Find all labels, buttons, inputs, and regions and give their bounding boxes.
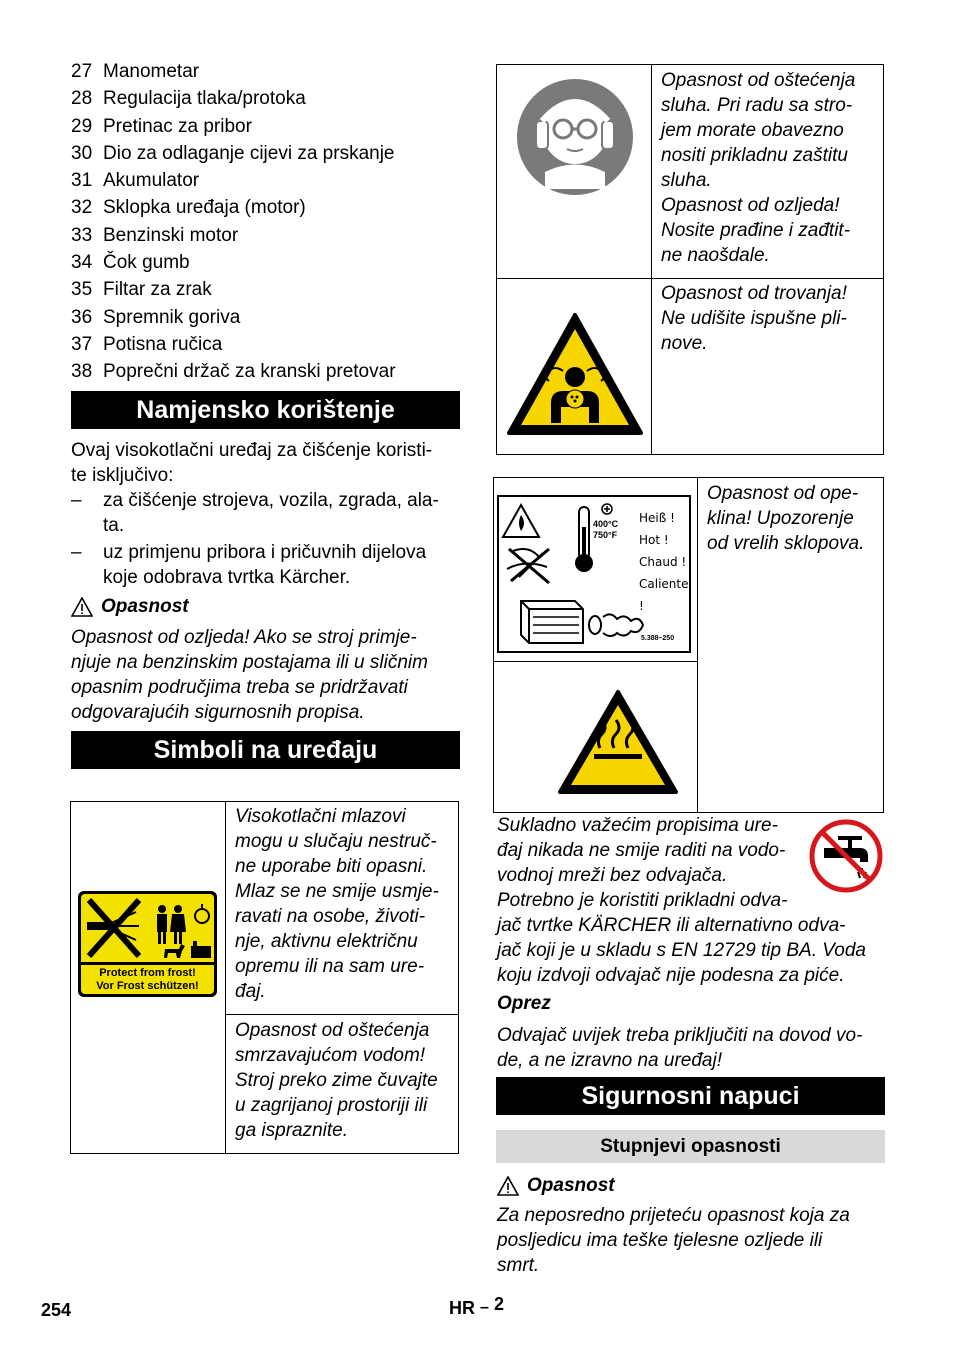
parts-list-number: 30 <box>71 142 93 164</box>
caution-heading: Oprez <box>497 993 551 1014</box>
warning-triangle-icon <box>497 1176 519 1196</box>
sticker-code: 5.388–250 <box>641 635 675 642</box>
parts-list-label: Spremnik goriva <box>103 306 241 328</box>
hot-words: Heiß ! Hot ! Chaud ! Caliente ! <box>639 511 689 613</box>
high-pressure-jet-icon <box>81 894 214 962</box>
burn-danger-text: Opasnost od ope- klina! Upozorenje od vrelih sklopova. <box>707 483 865 554</box>
parts-list-label: Manometar <box>103 61 200 82</box>
parts-list-item <box>71 249 461 276</box>
parts-list-item <box>71 85 461 112</box>
parts-list-label: Akumulator <box>103 170 200 192</box>
parts-list-label: Regulacija tlaka/protoka <box>103 88 306 110</box>
hearing-toxic-table <box>496 64 884 455</box>
temp-celsius-label: 400°C <box>593 519 619 529</box>
hearing-eye-protection-icon <box>515 77 635 197</box>
parts-list-label: Poprečni držač za kranski pretovar <box>103 361 396 383</box>
warning-triangle-icon <box>71 597 93 617</box>
danger-heading: Opasnost <box>71 596 189 618</box>
parts-list-number: 27 <box>71 61 93 82</box>
intended-use-bullets <box>71 488 466 590</box>
page-lang-label: HR – 2 <box>449 1294 504 1318</box>
parts-list <box>71 58 461 386</box>
parts-list-label: Sklopka uređaja (motor) <box>103 197 306 219</box>
danger-text: Opasnost od ozljeda! Ako se stroj primje- njuje na benzinskim postajama ili u sličnim opasnim područjima treba se pridržavati odgovarajućih sigurnosnih propisa. <box>71 627 428 723</box>
parts-list-item <box>71 194 461 221</box>
danger-heading-2: Opasnost <box>497 1175 615 1197</box>
parts-list-number: 37 <box>71 333 93 355</box>
temp-fahrenheit-label: 750°F <box>593 530 618 540</box>
page-number: 254 <box>41 1300 72 1320</box>
parts-list-item <box>71 58 461 85</box>
jet-danger-text: Visokotlačni mlazovi mogu u slučaju nestruč- ne uporabe biti opasni. Mlaz se ne smije usmje- ravati na osobe, životi- nje, aktivnu električnu opremu ili na sam ure- đaj. <box>235 806 439 1002</box>
hot-surface-warning-icon <box>556 688 680 798</box>
parts-list-item <box>71 358 461 385</box>
toxic-fumes-warning-icon <box>505 311 645 439</box>
parts-list-label: Potisna ručica <box>103 333 223 355</box>
pressure-jet-warning-sticker: Protect from frost! Vor Frost schützen! <box>78 891 217 997</box>
caution-text: Odvajač uvijek treba priključiti na dovod vo- de, a ne izravno na uređaj! <box>497 1025 863 1071</box>
parts-list-number: 29 <box>71 115 93 137</box>
parts-list-label: Pretinac za pribor <box>103 115 252 137</box>
parts-list-item <box>71 140 461 167</box>
parts-list-number: 35 <box>71 279 93 301</box>
section-title-intended-use: Namjensko korištenje <box>71 391 460 429</box>
parts-list-number: 34 <box>71 252 93 274</box>
toxic-danger-text: Opasnost od trovanja! Ne udišite ispušne pli- nove. <box>661 283 847 354</box>
parts-list-number: 33 <box>71 224 93 246</box>
hearing-danger-text: Opasnost od oštećenja sluha. Pri radu sa stro- jem morate obavezno nositi prikladnu zaštitu sluha. Opasnost od ozljeda! Nosite prađine i zađtit- ne naošdale. <box>661 70 856 266</box>
water-network-note: Sukladno važećim propisima ure- đaj nikada ne smije raditi na vodo- vodnoj mreži bez odvajača. Potrebno je koristiti prikladni odva- jač tvrtke KÄRCHER ili alternativno odva- jač koji je u skladu s EN 12729 tip BA. Voda koju izdvoji odvajač nije podesna za piće. <box>497 815 866 986</box>
parts-list-label: Filtar za zrak <box>103 279 212 301</box>
parts-list-item <box>71 304 461 331</box>
parts-list-item <box>71 222 461 249</box>
list-item: – za čišćenje strojeva, vozila, zgrada, ala- ta. <box>71 490 439 536</box>
section-title-safety: Sigurnosni napuci <box>496 1077 885 1115</box>
hot-parts-sticker <box>497 495 691 653</box>
parts-list-item <box>71 113 461 140</box>
parts-list-label: Benzinski motor <box>103 224 239 246</box>
hot-surface-table <box>493 477 884 813</box>
parts-list-number: 38 <box>71 361 93 383</box>
intended-use-intro: Ovaj visokotlačni uređaj za čišćenje koristi- te isključivo: <box>71 440 433 486</box>
parts-list-number: 36 <box>71 306 93 328</box>
parts-list-label: Čok gumb <box>103 252 190 274</box>
frost-danger-text: Opasnost od oštećenja smrzavajućom vodom! Stroj preko zime čuvajte u zagrijanoj prostoriji ili ga ispraznite. <box>235 1020 438 1141</box>
subsection-title-hazard-levels: Stupnjevi opasnosti <box>496 1130 885 1163</box>
symbols-table <box>70 801 459 1154</box>
parts-list-number: 28 <box>71 88 93 110</box>
danger-text-2: Za neposredno prijeteću opasnost koja za posljedicu ima teške tjelesne ozljede ili smrt. <box>497 1205 850 1276</box>
parts-list-item <box>71 167 461 194</box>
parts-list-number: 31 <box>71 170 93 192</box>
parts-list-item <box>71 331 461 358</box>
parts-list-number: 32 <box>71 197 93 219</box>
list-item: – uz primjenu pribora i pričuvnih dijelova koje odobrava tvrtka Kärcher. <box>71 542 427 588</box>
parts-list-item <box>71 276 461 303</box>
parts-list-label: Dio za odlaganje cijevi za prskanje <box>103 142 395 164</box>
section-title-symbols: Simboli na uređaju <box>71 731 460 769</box>
